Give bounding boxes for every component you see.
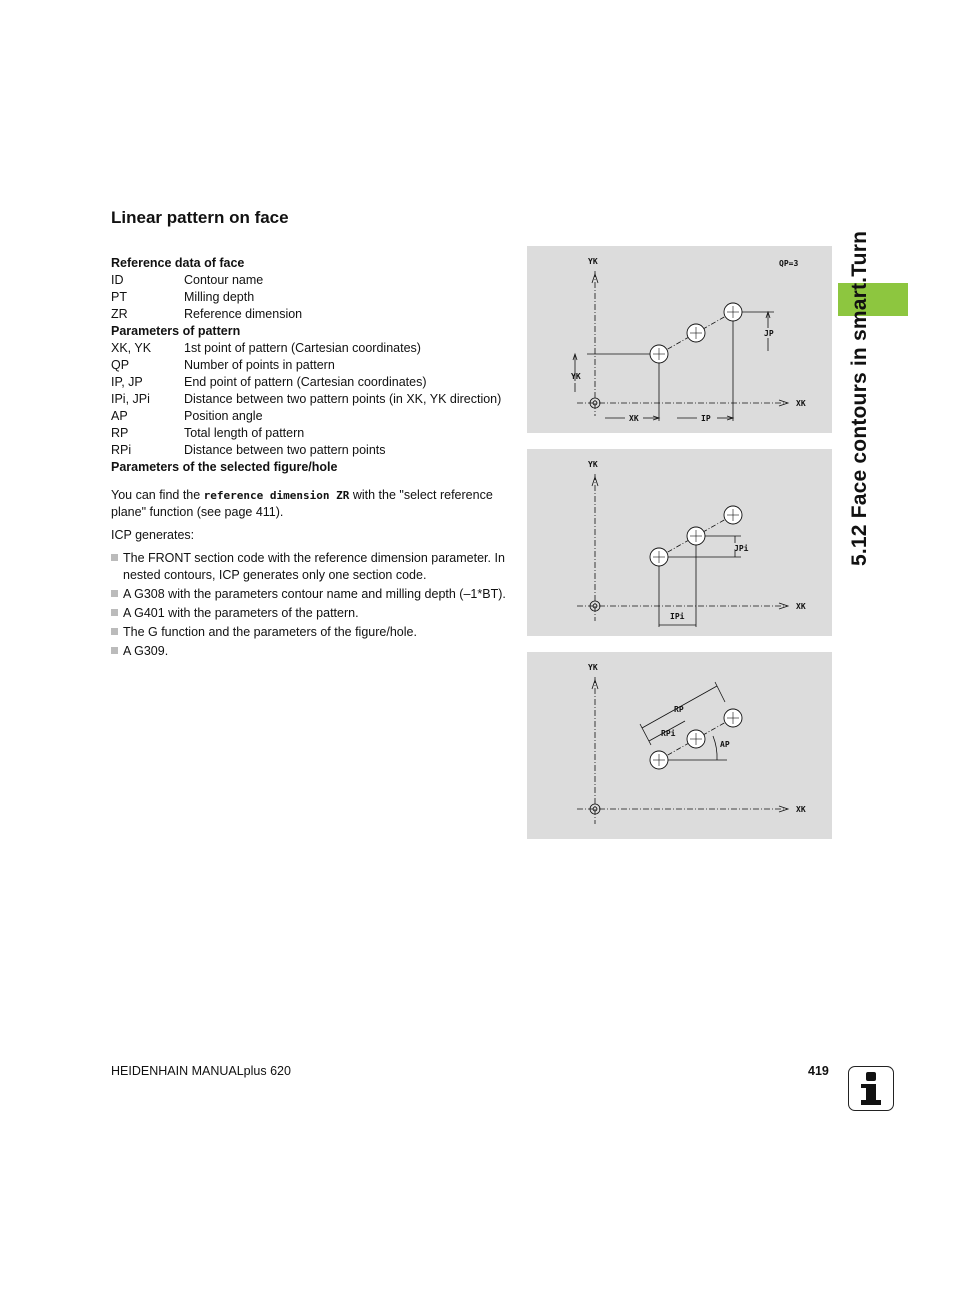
page-number: 419 — [808, 1064, 829, 1078]
label-yk: YK — [588, 663, 598, 672]
ref-rows — [111, 272, 511, 323]
label-rpi: RPi — [661, 729, 676, 738]
label-qp: QP=3 — [779, 259, 799, 268]
param-row — [111, 272, 511, 289]
param-desc: Total length of pattern — [184, 426, 305, 440]
label-xk: XK — [796, 805, 806, 814]
label-ip: IP — [701, 414, 711, 423]
code-ref-dimension: reference dimension ZR — [203, 489, 350, 502]
param-key: RP — [111, 426, 129, 440]
figure-pattern-angle — [527, 652, 832, 839]
param-row — [111, 425, 511, 442]
param-desc: Distance between two pattern points — [184, 443, 386, 457]
section-heading: Linear pattern on face — [111, 208, 289, 227]
chapter-side-title: 5.12 Face contours in smart.Turn — [848, 230, 871, 566]
figure-title: Parameters of the selected figure/hole — [111, 460, 338, 474]
param-key: RPi — [111, 443, 132, 457]
param-row — [111, 340, 511, 357]
label-xk: XK — [796, 399, 806, 408]
content — [111, 255, 511, 662]
label-ap: AP — [720, 740, 730, 749]
param-row — [111, 289, 511, 306]
param-desc: 1st point of pattern (Cartesian coordinates) — [184, 341, 421, 355]
icp-paragraph: ICP generates: — [111, 528, 195, 542]
param-desc: Distance between two pattern points (in XK, YK direction) — [184, 392, 502, 406]
footer-product: HEIDENHAIN MANUALplus 620 — [111, 1064, 291, 1078]
label-jp: JP — [764, 329, 774, 338]
figure-pattern-distance — [527, 449, 832, 636]
param-key: XK, YK — [111, 341, 152, 355]
bullet-list — [111, 550, 511, 660]
info-icon — [848, 1066, 894, 1111]
bullet-item: The G function and the parameters of the figure/hole. — [111, 624, 511, 641]
param-row — [111, 357, 511, 374]
param-desc: Milling depth — [184, 290, 255, 304]
ref-title: Reference data of face — [111, 256, 245, 270]
param-row — [111, 442, 511, 459]
param-key: ID — [111, 273, 124, 287]
pattern-rows — [111, 340, 511, 459]
param-desc: Reference dimension — [184, 307, 303, 321]
reference-paragraph: You can find the reference dimension ZR with the "select reference plane" function (see page 411). — [111, 488, 493, 519]
param-desc: Position angle — [184, 409, 263, 423]
param-row — [111, 391, 511, 408]
bullet-item: A G401 with the parameters of the pattern. — [111, 605, 511, 622]
param-key: PT — [111, 290, 127, 304]
param-key: QP — [111, 358, 130, 372]
param-key: ZR — [111, 307, 128, 321]
bullet-item: A G308 with the parameters contour name and milling depth (–1*BT). — [111, 586, 511, 603]
pattern-title: Parameters of pattern — [111, 324, 241, 338]
param-row — [111, 374, 511, 391]
param-desc: Number of points in pattern — [184, 358, 335, 372]
label-xk: XK — [796, 602, 806, 611]
param-row — [111, 306, 511, 323]
figure-pattern-endpoint — [527, 246, 832, 433]
param-key: IP, JP — [111, 375, 143, 389]
label-rp: RP — [674, 705, 684, 714]
bullet-item: The FRONT section code with the reference dimension parameter. In nested contours, ICP generates only one section code. — [111, 550, 511, 584]
param-key: IPi, JPi — [111, 392, 150, 406]
label-ipi: IPi — [670, 612, 685, 621]
bullet-item: A G309. — [111, 643, 511, 660]
label-yk: YK — [588, 460, 598, 469]
label-jpi: JPi — [734, 544, 749, 553]
label-yk-dim: YK — [571, 372, 581, 381]
param-key: AP — [111, 409, 128, 423]
label-yk: YK — [588, 257, 598, 266]
param-desc: End point of pattern (Cartesian coordinates) — [184, 375, 427, 389]
label-xk-dim: XK — [629, 414, 639, 423]
param-desc: Contour name — [184, 273, 264, 287]
param-row — [111, 408, 511, 425]
